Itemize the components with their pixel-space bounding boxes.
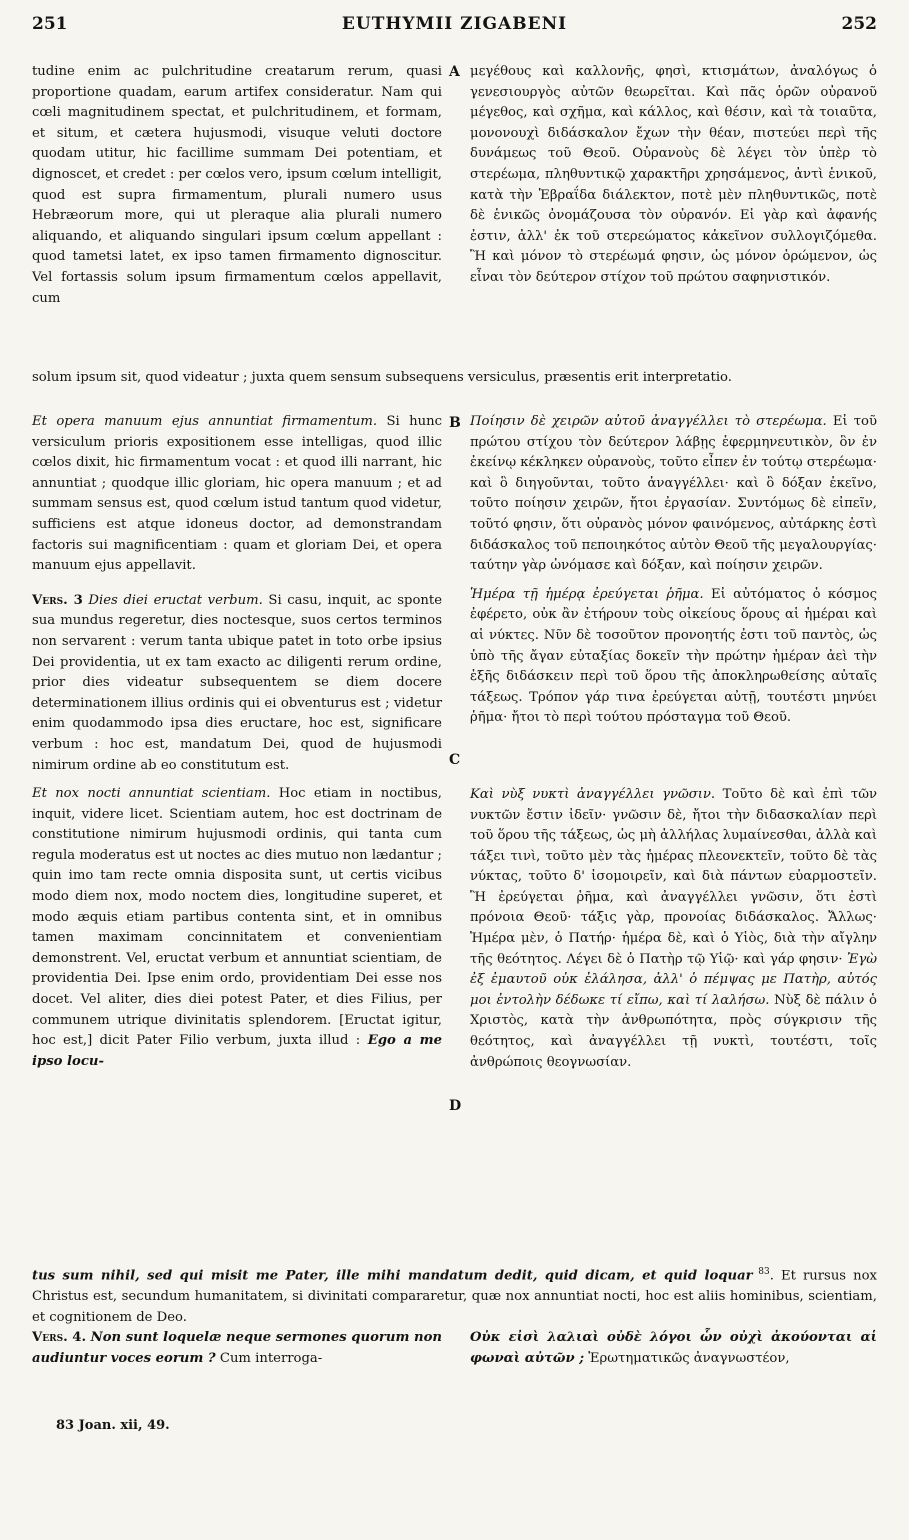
latin-text-2: Si hunc versiculum prioris expositionem esse intelligas, quod illic cœlos dixit, hic firmamentum vocat : et quod illi narrant, hic annuntiat ; quodque illic gloriam, hic opera manuum ; et ad summam sensus est, quod cœlum istud tantum quod videtur, sufficiens est atque idoneus doctor, ad demonstrandam factoris sui magnificentiam : quam et gloriam Dei, et opera manuum ejus appellavit. <box>32 414 442 574</box>
latin-lemma-3: Dies diei eructat verbum. <box>82 592 263 608</box>
verse-label-4: Vers. 4. <box>32 1330 87 1345</box>
latin-text-3: Si casu, inquit, ac sponte sua mundus regeretur, dies noctesque, suos certos terminos non servarent : verum tanta ubique patet in toto orbe ipsius Dei providentia, ut ex tam exacto ac diligenti rerum ordine, prior dies videatur subsequentem se diem docere determinationem illius ordinis qui ei obventurus est ; videtur enim quodammodo ipsa dies eructare, hoc est, significare verbum : hoc est, mandatum Dei, quod de hujusmodi nimirum ordine ab eo constitutum est. <box>32 592 443 773</box>
greek-paragraph-1: μεγέθους καὶ καλλονῆς, φησὶ, κτισμάτων, ἀναλόγως ὁ γενεσιουργὸς αὐτῶν θεωρεῖται. Καὶ πᾶς ὁρῶν οὐρανοῦ μέγεθος, καὶ σχῆμα, καὶ κάλλος, καὶ θέσιν, καὶ τὰ τοιαῦτα, μονονουχὶ διδάσκαλον ἔχων τὴν θέαν, πιστεύει περὶ τῆς δυνάμεως τοῦ Θεοῦ. Οὐρανοὺς δὲ λέγει τὸν ὑπὲρ τὸ στερέωμα, πληθυντικῷ χαρακτῆρι χρησάμενος, ἀντὶ ἑνικοῦ, κατὰ τὴν Ἑβραΐδα διάλεκτον, ποτὲ μὲν πληθυντικῶς, ποτὲ δὲ ἑνικῶς ὀνομάζουσα τὸν οὐρανόν. Εἰ γὰρ καὶ ἀφανής ἐστιν, ἀλλ' ἐκ τοῦ στερεώματος κἀκεῖνον συλλογιζόμεθα. Ἢ καὶ μόνον τὸ στερέωμά φησιν, ὡς μόνον ὁρώμενον, ὡς εἶναι τὸν δεύτερον στίχον τοῦ πρώτου σαφηνιστικόν. <box>470 64 877 285</box>
greek-text-5: Ἐρωτηματικῶς ἀναγνωστέον, <box>584 1350 790 1366</box>
greek-paragraph-2 <box>470 412 877 577</box>
bridge-text-2 <box>32 1262 877 1328</box>
bridge-sentence-2: . Et rursus nox Christus est, secundum humanitatem, si divinitati compararetur, quæ nox annuntiat nocti, hoc est aliis hominibus, scientiam, et cognitionem de Deo. <box>32 1268 877 1325</box>
greek-text-4b: Νὺξ δὲ πάλιν ὁ Χριστὸς, κατὰ τὴν ἀνθρωπότητα, πρὸς σύγκρισιν τῆς θεότητος, καὶ ἀναγγέλλει τῇ νυκτὶ, τουτέστι, τοῖς ἀνθρώποις θεογνωσίαν. <box>470 992 877 1070</box>
latin-column-middle <box>32 412 442 1072</box>
greek-quote-4: Ἐγὼ ἐξ ἐμαυτοῦ οὐκ ἐλάλησα, ἀλλ' ὁ πέμψας με Πατὴρ, αὐτός μοι ἐντολὴν δέδωκε τί εἴπω, καὶ τί λαλήσω. <box>470 951 877 1008</box>
latin-text-5: Cum interroga- <box>215 1350 323 1366</box>
greek-text-3: Εἰ αὐτόματος ὁ κόσμος ἐφέρετο, οὐκ ἂν ἐτήρουν τοὺς οἰκείους ὅρους αἱ ἡμέραι καὶ αἱ νύκτες. Νῦν δὲ τοσοῦτον προνοητής ἐστι τοῦ παντὸς, ὡς ὑπὸ τῆς ἄγαν εὐταξίας δοκεῖν τὴν πρώτην ἡμέραν ἀεὶ τὴν ἑξῆς διδάσκειν περὶ τοῦ ὅρου τῆς ἀποκληρωθείσης αὐταῖς τάξεως. Τρόπον γάρ τινα ἐρεύγεται αὐτῇ, τουτέστι μηνύει ῥῆμα· ἤτοι τὸ περὶ τούτου πρόσταγμα τοῦ Θεοῦ. <box>470 586 878 726</box>
running-title: EUTHYMII ZIGABENI <box>341 14 568 34</box>
marker-b: B <box>449 415 461 431</box>
greek-text-4: Τοῦτο δὲ καὶ ἐπὶ τῶν νυκτῶν ἔστιν ἰδεῖν· γνῶσιν δὲ, ἤτοι τὴν διδασκαλίαν περὶ τοῦ ὅρου τῆς τάξεως, ὡς μὴ ἀλλήλας λυμαίνεσθαι, ἀλλὰ καὶ τάξει τινὶ, τοῦτο μὲν τὰς ἡμέρας πλεονεκτεῖν, τοῦτο δὲ τὰς νύκτας, τοῦτο δ' ἰσομοιρεῖν, καὶ διὰ πάντων εὐαρμοστεῖν. Ἢ ἐρεύγεται ῥῆμα, καὶ ἀναγγέλλει γνῶσιν, ὅτι ἐστὶ πρόνοια Θεοῦ· τάξις γὰρ, προνοίας διδάσκαλος. Ἄλλως· Ἡμέρα μὲν, ὁ Πατήρ· ἡμέρα δὲ, καὶ ὁ Υἱὸς, διὰ τὴν αἴγλην τῆς θεότητος. Λέγει δὲ ὁ Πατὴρ τῷ Υἱῷ· καὶ γάρ φησιν· <box>470 786 877 967</box>
greek-lemma-3: Ἡμέρα τῇ ἡμέρᾳ ἐρεύγεται ῥῆμα. <box>470 586 704 602</box>
page-number-left: 251 <box>32 14 68 34</box>
marker-a: A <box>449 64 460 80</box>
footnote-ref: 83 <box>752 1267 770 1277</box>
latin-paragraph-3 <box>32 591 442 776</box>
marker-d: D <box>449 1098 462 1114</box>
running-header <box>32 8 877 42</box>
greek-column-middle <box>470 412 877 1073</box>
footnote: 83 Joan. xii, 49. <box>56 1418 170 1433</box>
latin-paragraph-4 <box>32 784 442 1072</box>
verse-label-3: Vers. 3 <box>32 592 83 608</box>
greek-column-top <box>470 62 877 289</box>
page-number-right: 252 <box>841 14 877 34</box>
bridge-sentence-1: solum ipsum sit, quod videatur ; juxta quem sensum subsequens versiculus, præsentis erit interpretatio. <box>32 370 732 385</box>
latin-column-top <box>32 62 442 309</box>
greek-text-2: Εἰ τοῦ πρώτου στίχου τὸν δεύτερον λάβῃς ἑφερμηνευτικὸν, ὃν ἐν ἐκείνῳ κέκληκεν οὐρανοὺς, τοῦτο εἶπεν ἐν τούτῳ στερέωμα· καὶ ὃ διηγοῦνται, τοῦτο ἀναγγέλλει· καὶ ὃ δόξαν ἐκεῖνο, τοῦτο ποίησιν χειρῶν, ἤτοι ἐργασίαν. Συντόμως δὲ εἰπεῖν, τοῦτό φησιν, ὅτι οὐρανὸς μόνον φαινόμενος, αὐτάρκης ἐστὶ διδάσκαλος τοῦ πεποιηκότος αὐτὸν Θεοῦ τῆς μεγαλουργίας· ταύτην γὰρ ὠνόμασε καὶ δόξαν, καὶ ποίησιν χειρῶν. <box>470 414 877 574</box>
latin-text-4: Hoc etiam in noctibus, inquit, videre licet. Scientiam autem, hoc est doctrinam de constitutione nimirum hujusmodi ordinis, qui tanta cum regula moderatus est ut noctes ac dies mutuo non lædantur ; quin imo tam recte omnia disposita sunt, ut certis vicibus modo diem nox, modo noctem dies, longitudine superet, et modo æquis etiam partibus contenta sint, et in omnibus tamen maximam concinnitatem et convenientiam demonstrent. Vel, eructat verbum et annuntiat scientiam, de providentia Dei. Ipse enim ordo, providentiam Dei esse nos docet. Vel aliter, dies diei potest Pater, et dies Filius, per communem utrique divinitatis splendorem. [Eructat igitur, hoc est,] dicit Pater Filio verbum, juxta illud : <box>32 786 442 1049</box>
latin-column-bottom <box>32 1328 442 1369</box>
bridge-quote: tus sum nihil, sed qui misit me Pater, ille mihi mandatum dedit, quid dicam, et quid loquar <box>32 1268 753 1284</box>
latin-paragraph-2 <box>32 412 442 577</box>
bridge-text-1 <box>32 368 877 389</box>
latin-paragraph-1: tudine enim ac pulchritudine creatarum rerum, quasi proportione quadam, earum artifex consideratur. Nam qui cœli magnitudinem spectat, et pulchritudinem, et formam, et situm, et cætera hujusmodi, visuque veluti doctore quodam utitur, hic facillime summam Dei potentiam, et dignoscet, et credet : per cœlos vero, ipsum cœlum intelligit, quod est supra firmamentum, plurali numero usus Hebræorum more, qui ut pleraque alia plurali numero aliquando, et aliquando singulari ipsum cœlum appellant : quod tametsi latet, ex ipso tamen firmamento dignoscitur. Vel fortassis solum ipsum firmamentum cœlos appellavit, cum <box>32 64 442 306</box>
greek-paragraph-4 <box>470 785 877 1073</box>
greek-column-bottom <box>470 1328 877 1369</box>
latin-lemma-2: Et opera manuum ejus annuntiat firmamentum. <box>32 414 378 429</box>
greek-paragraph-5 <box>470 1328 877 1369</box>
latin-lemma-5: Non sunt loquelæ neque sermones quorum non audiuntur voces eorum ? <box>32 1330 442 1366</box>
greek-lemma-2: Ποίησιν δὲ χειρῶν αὐτοῦ ἀναγγέλλει τὸ στερέωμα. <box>470 414 827 429</box>
marker-c: C <box>449 752 461 768</box>
latin-lemma-4: Et nox nocti annuntiat scientiam. <box>32 786 271 802</box>
latin-paragraph-5 <box>32 1328 442 1369</box>
greek-lemma-4: Καὶ νὺξ νυκτὶ ἀναγγέλλει γνῶσιν. <box>470 786 716 802</box>
greek-lemma-5: Οὐκ εἰσὶ λαλιαὶ οὐδὲ λόγοι ὧν οὐχὶ ἀκούονται αἱ φωναὶ αὐτῶν ; <box>470 1330 877 1366</box>
latin-quote-4: Ego a me ipso locu- <box>32 1033 442 1069</box>
greek-paragraph-3 <box>470 585 877 729</box>
